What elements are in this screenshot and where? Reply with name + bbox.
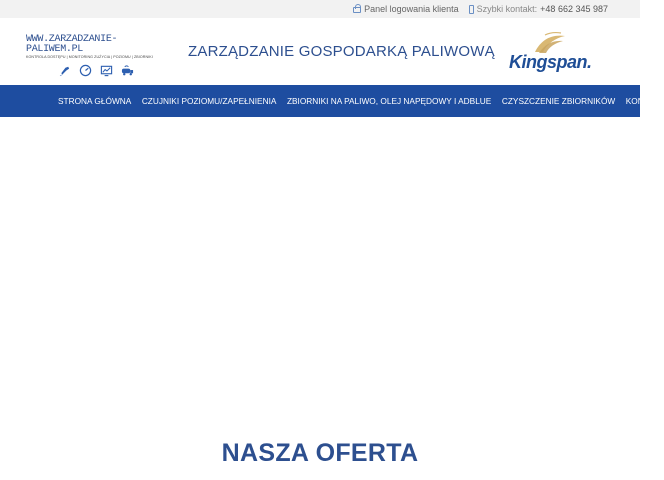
- site-header: [0, 18, 640, 85]
- gauge-icon: [79, 64, 92, 77]
- main-navigation: [0, 85, 664, 117]
- logo-icons: [58, 64, 166, 77]
- nav-item-tank-cleaning[interactable]: CZYSZCZENIE ZBIORNIKÓW: [501, 96, 616, 106]
- top-bar: [0, 0, 640, 18]
- logo-subtitle: KONTROLA DOSTĘPU | MONITORING ZUŻYCIA | POZIOMU | ZBIORNIKI: [26, 55, 153, 59]
- quick-contact: [469, 4, 608, 14]
- nav-item-contact[interactable]: KONTAKT: [625, 96, 664, 106]
- nav-item-fuel-tanks[interactable]: ZBIORNIKI NA PALIWO, OLEJ NAPĘDOWY I ADBLUE: [286, 96, 492, 106]
- nav-item-level-sensors[interactable]: CZUJNIKI POZIOMU/ZAPEŁNIENIA: [141, 96, 277, 106]
- site-logo[interactable]: [26, 35, 166, 77]
- brand-name: Kingspan.: [509, 52, 592, 72]
- tank-truck-icon: [121, 64, 134, 77]
- client-login-link[interactable]: [353, 4, 459, 14]
- client-login-label: Panel logowania klienta: [364, 4, 459, 14]
- quick-contact-label: Szybki kontakt:: [476, 4, 538, 14]
- nav-item-home[interactable]: STRONA GŁÓWNA: [58, 96, 132, 106]
- lock-icon: [353, 7, 361, 13]
- site-title: ZARZĄDZANIE GOSPODARKĄ PALIWOWĄ: [188, 43, 495, 60]
- monitor-chart-icon: [100, 64, 113, 77]
- logo-title: WWW.ZARZADZANIE-PALIWEM.PL: [26, 34, 118, 55]
- kingspan-logo[interactable]: [507, 32, 592, 76]
- quick-contact-phone[interactable]: +48 662 345 987: [540, 4, 608, 14]
- offer-heading: NASZA OFERTA: [221, 439, 419, 467]
- phone-icon: [469, 5, 474, 14]
- fuel-nozzle-icon: [58, 64, 71, 77]
